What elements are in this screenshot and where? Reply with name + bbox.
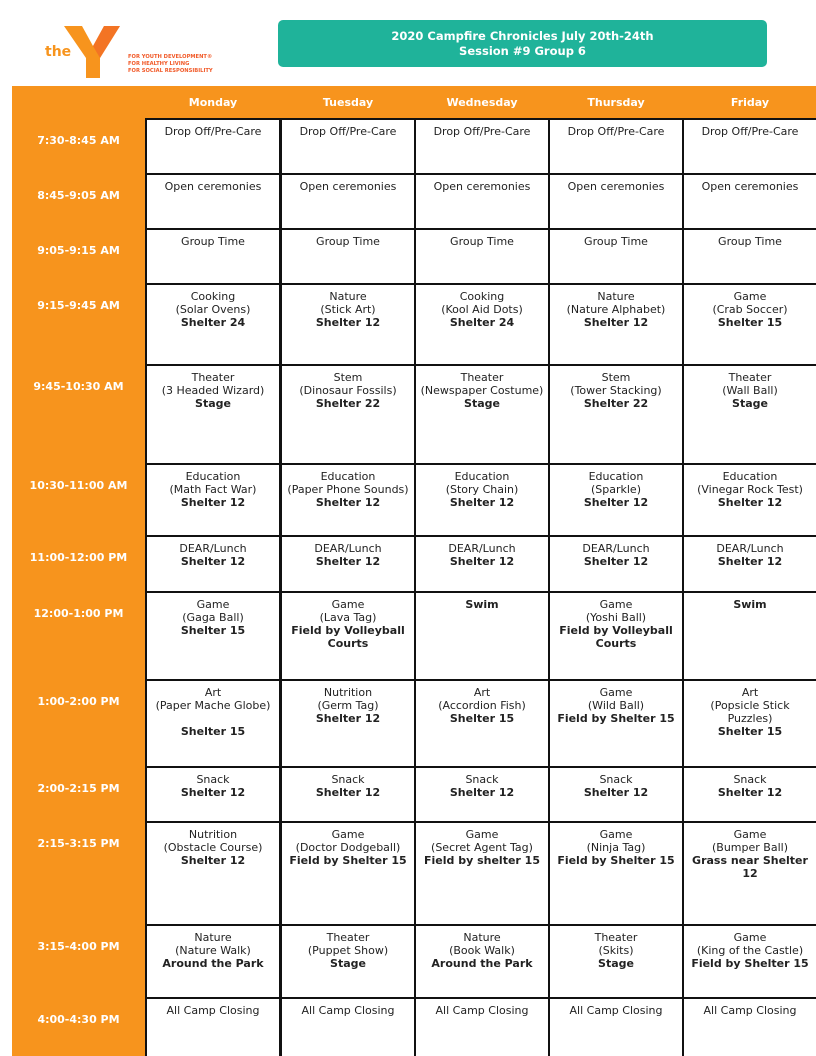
schedule-cell — [548, 535, 684, 593]
activity-detail: (Book Walk) — [449, 944, 515, 957]
activity-detail: (Vinegar Rock Test) — [697, 483, 803, 496]
schedule-cell — [145, 118, 281, 175]
activity-location: Field by Shelter 15 — [691, 957, 809, 970]
schedule-cell — [682, 463, 816, 537]
schedule-cell — [548, 118, 684, 175]
activity-detail: (Accordion Fish) — [438, 699, 526, 712]
activity-detail: (Skits) — [598, 944, 634, 957]
schedule-cell — [280, 463, 416, 537]
activity-location: Shelter 12 — [717, 555, 783, 568]
activity-detail: (Bumper Ball) — [712, 841, 788, 854]
activity-detail: (Gaga Ball) — [182, 611, 244, 624]
activity-location: Shelter 15 — [180, 725, 246, 738]
schedule-cell — [682, 924, 816, 999]
day-header-friday: Friday — [730, 95, 770, 109]
activity-detail: (Secret Agent Tag) — [431, 841, 533, 854]
activity-name: Open ceremonies — [701, 180, 799, 193]
activity-name: Open ceremonies — [299, 180, 397, 193]
schedule-cell — [682, 766, 816, 823]
time-slot-label: 9:05-9:15 AM — [37, 244, 120, 257]
activity-detail: (Newspaper Costume) — [420, 384, 544, 397]
schedule-cell — [682, 679, 816, 768]
activity-name: All Camp Closing — [166, 1004, 260, 1017]
activity-name: Theater — [594, 931, 638, 944]
activity-name: Game — [599, 686, 633, 699]
schedule-cell — [548, 997, 684, 1056]
activity-location: Shelter 12 — [583, 555, 649, 568]
schedule-cell — [145, 173, 281, 230]
activity-location: Shelter 12 — [583, 316, 649, 329]
schedule-cell — [548, 591, 684, 681]
time-slot-label: 2:15-3:15 PM — [37, 837, 120, 850]
activity-name: All Camp Closing — [435, 1004, 529, 1017]
schedule-cell — [145, 924, 281, 999]
activity-name: Stem — [601, 371, 631, 384]
schedule-cell — [682, 228, 816, 285]
schedule-cell — [145, 463, 281, 537]
activity-detail: (Yoshi Ball) — [585, 611, 647, 624]
activity-name: Nature — [463, 931, 501, 944]
schedule-cell — [280, 173, 416, 230]
time-slot-label: 12:00-1:00 PM — [33, 607, 124, 620]
activity-name: Education — [185, 470, 241, 483]
activity-name: Game — [599, 828, 633, 841]
logo-tagline-2: FOR HEALTHY LIVING — [128, 61, 190, 67]
activity-name: Game — [465, 828, 499, 841]
activity-detail: (Math Fact War) — [169, 483, 257, 496]
activity-name: Game — [733, 290, 767, 303]
activity-name: Snack — [599, 773, 633, 786]
schedule-cell — [145, 591, 281, 681]
activity-name: Game — [196, 598, 230, 611]
activity-name: Drop Off/Pre-Care — [299, 125, 397, 138]
activity-detail: (Paper Mache Globe) — [155, 699, 271, 712]
activity-detail: Puzzles) — [727, 712, 773, 725]
activity-location: Stage — [464, 397, 500, 410]
activity-location: Shelter 12 — [583, 786, 649, 799]
activity-name: Education — [454, 470, 510, 483]
activity-location: Shelter 12 — [449, 555, 515, 568]
activity-location: Grass near Shelter 12 — [692, 854, 808, 880]
activity-detail: (Solar Ovens) — [175, 303, 251, 316]
schedule-cell — [414, 535, 550, 593]
activity-location: Swim — [465, 598, 499, 611]
schedule-cell — [548, 228, 684, 285]
schedule-cell — [145, 821, 281, 926]
activity-name: Cooking — [190, 290, 236, 303]
activity-detail: (Nature Walk) — [175, 944, 251, 957]
activity-name: Stem — [333, 371, 363, 384]
schedule-cell — [145, 766, 281, 823]
activity-location: Field by Shelter 15 — [557, 712, 675, 725]
activity-name: Nature — [194, 931, 232, 944]
schedule-table — [12, 86, 816, 1056]
schedule-cell — [414, 463, 550, 537]
activity-name: Cooking — [459, 290, 505, 303]
activity-location: Shelter 12 — [180, 854, 246, 867]
activity-name: Drop Off/Pre-Care — [164, 125, 262, 138]
schedule-cell — [548, 283, 684, 366]
activity-detail: (Paper Phone Sounds) — [287, 483, 409, 496]
activity-location: Shelter 12 — [180, 786, 246, 799]
time-slot-label: 4:00-4:30 PM — [37, 1013, 120, 1026]
activity-location: Shelter 24 — [180, 316, 246, 329]
activity-location: Shelter 22 — [315, 397, 381, 410]
activity-location: Stage — [598, 957, 634, 970]
schedule-cell — [280, 283, 416, 366]
activity-name: Game — [331, 598, 365, 611]
schedule-cell — [145, 228, 281, 285]
time-slot-label: 1:00-2:00 PM — [37, 695, 120, 708]
schedule-cell — [414, 118, 550, 175]
title-banner — [278, 20, 767, 67]
activity-detail: (Puppet Show) — [307, 944, 389, 957]
activity-detail: (Stick Art) — [320, 303, 376, 316]
y-logo-icon — [62, 20, 124, 80]
schedule-cell — [280, 535, 416, 593]
activity-location: Shelter 12 — [449, 496, 515, 509]
activity-location: Field by shelter 15 — [424, 854, 540, 867]
activity-detail: (Lava Tag) — [319, 611, 377, 624]
activity-location: Stage — [195, 397, 231, 410]
activity-name: DEAR/Lunch — [448, 542, 516, 555]
schedule-cell — [548, 821, 684, 926]
schedule-cell — [682, 591, 816, 681]
activity-detail: (Kool Aid Dots) — [441, 303, 523, 316]
time-slot-label: 9:45-10:30 AM — [33, 380, 124, 393]
activity-name: Group Time — [181, 235, 245, 248]
activity-name: Nature — [597, 290, 635, 303]
day-header-thursday: Thursday — [587, 95, 645, 109]
logo-tagline-3: FOR SOCIAL RESPONSIBILITY — [128, 68, 213, 74]
activity-name: Drop Off/Pre-Care — [701, 125, 799, 138]
time-slot-label: 2:00-2:15 PM — [37, 782, 120, 795]
schedule-cell — [414, 173, 550, 230]
day-header-tuesday: Tuesday — [322, 95, 374, 109]
schedule-cell — [280, 997, 416, 1056]
time-slot-label: 3:15-4:00 PM — [37, 940, 120, 953]
schedule-cell — [414, 766, 550, 823]
activity-detail: (Popsicle Stick — [710, 699, 790, 712]
activity-detail: (Dinosaur Fossils) — [299, 384, 397, 397]
activity-location: Field by Shelter 15 — [289, 854, 407, 867]
schedule-cell — [414, 228, 550, 285]
schedule-cell — [414, 591, 550, 681]
activity-location: Shelter 12 — [315, 712, 381, 725]
schedule-cell — [280, 766, 416, 823]
title-line-1: 2020 Campfire Chronicles July 20th-24th — [391, 28, 654, 43]
activity-name: Nutrition — [323, 686, 373, 699]
activity-location: Shelter 12 — [717, 496, 783, 509]
activity-location: Shelter 12 — [717, 786, 783, 799]
schedule-cell — [414, 364, 550, 465]
activity-detail: (Tower Stacking) — [570, 384, 662, 397]
schedule-cell — [414, 924, 550, 999]
schedule-cell — [548, 364, 684, 465]
activity-location: Shelter 15 — [180, 624, 246, 637]
schedule-cell — [682, 283, 816, 366]
activity-name: Group Time — [584, 235, 648, 248]
schedule-cell — [145, 283, 281, 366]
activity-location: Shelter 12 — [180, 555, 246, 568]
activity-name: Theater — [191, 371, 235, 384]
schedule-cell — [414, 821, 550, 926]
activity-name: Nutrition — [188, 828, 238, 841]
activity-location: Field by Volleyball Courts — [559, 624, 673, 650]
activity-name: Open ceremonies — [433, 180, 531, 193]
activity-name: DEAR/Lunch — [314, 542, 382, 555]
activity-name: All Camp Closing — [301, 1004, 395, 1017]
activity-name: Theater — [326, 931, 370, 944]
schedule-cell — [682, 997, 816, 1056]
activity-detail: (Doctor Dodgeball) — [295, 841, 401, 854]
schedule-cell — [548, 679, 684, 768]
activity-name: Theater — [728, 371, 772, 384]
activity-detail: (Wall Ball) — [722, 384, 778, 397]
activity-detail: (Wild Ball) — [587, 699, 645, 712]
activity-location: Shelter 12 — [315, 496, 381, 509]
schedule-cell — [414, 679, 550, 768]
activity-name: All Camp Closing — [703, 1004, 797, 1017]
schedule-cell — [280, 118, 416, 175]
activity-location: Field by Volleyball Courts — [291, 624, 405, 650]
activity-name: Snack — [733, 773, 767, 786]
activity-name: All Camp Closing — [569, 1004, 663, 1017]
activity-name: DEAR/Lunch — [582, 542, 650, 555]
activity-name: Group Time — [450, 235, 514, 248]
activity-location: Swim — [733, 598, 767, 611]
time-slot-label: 7:30-8:45 AM — [37, 134, 120, 147]
schedule-cell — [280, 821, 416, 926]
activity-location: Shelter 15 — [449, 712, 515, 725]
activity-location: Shelter 15 — [717, 725, 783, 738]
cell-spacer — [147, 712, 279, 725]
activity-detail: (Obstacle Course) — [163, 841, 263, 854]
schedule-cell — [414, 997, 550, 1056]
activity-name: Drop Off/Pre-Care — [433, 125, 531, 138]
activity-name: Game — [733, 931, 767, 944]
activity-name: Group Time — [316, 235, 380, 248]
schedule-cell — [145, 679, 281, 768]
activity-name: Education — [722, 470, 778, 483]
activity-name: DEAR/Lunch — [716, 542, 784, 555]
schedule-cell — [548, 766, 684, 823]
activity-name: Education — [320, 470, 376, 483]
activity-name: Snack — [465, 773, 499, 786]
activity-name: Theater — [460, 371, 504, 384]
activity-detail: (Germ Tag) — [317, 699, 379, 712]
schedule-cell — [280, 679, 416, 768]
activity-detail: (Sparkle) — [590, 483, 641, 496]
time-slot-label: 11:00-12:00 PM — [29, 551, 128, 564]
day-header-wednesday: Wednesday — [446, 95, 518, 109]
schedule-cell — [414, 283, 550, 366]
activity-name: Group Time — [718, 235, 782, 248]
activity-name: Snack — [331, 773, 365, 786]
activity-name: Open ceremonies — [567, 180, 665, 193]
activity-name: Education — [588, 470, 644, 483]
activity-location: Shelter 24 — [449, 316, 515, 329]
schedule-cell — [145, 364, 281, 465]
schedule-cell — [682, 118, 816, 175]
activity-detail: (Ninja Tag) — [586, 841, 646, 854]
schedule-cell — [280, 364, 416, 465]
activity-name: Open ceremonies — [164, 180, 262, 193]
activity-name: Game — [331, 828, 365, 841]
schedule-cell — [682, 364, 816, 465]
time-slot-label: 10:30-11:00 AM — [29, 479, 128, 492]
schedule-cell — [682, 821, 816, 926]
activity-location: Shelter 12 — [180, 496, 246, 509]
logo-the-text: the — [45, 44, 72, 60]
activity-name: Drop Off/Pre-Care — [567, 125, 665, 138]
activity-detail: (Story Chain) — [445, 483, 519, 496]
logo-tagline-1: FOR YOUTH DEVELOPMENT® — [128, 54, 213, 60]
schedule-cell — [682, 535, 816, 593]
activity-name: Game — [733, 828, 767, 841]
activity-name: Art — [741, 686, 759, 699]
schedule-cell — [548, 173, 684, 230]
activity-name: Art — [473, 686, 491, 699]
title-line-2: Session #9 Group 6 — [459, 43, 586, 58]
activity-location: Shelter 15 — [717, 316, 783, 329]
activity-location: Stage — [732, 397, 768, 410]
activity-location: Shelter 22 — [583, 397, 649, 410]
activity-location: Shelter 12 — [315, 555, 381, 568]
schedule-cell — [280, 924, 416, 999]
activity-detail: (3 Headed Wizard) — [161, 384, 265, 397]
activity-name: Snack — [196, 773, 230, 786]
day-header-monday: Monday — [188, 95, 238, 109]
schedule-cell — [145, 997, 281, 1056]
schedule-cell — [548, 463, 684, 537]
schedule-cell — [280, 591, 416, 681]
time-slot-label: 8:45-9:05 AM — [37, 189, 120, 202]
schedule-cell — [145, 535, 281, 593]
activity-name: DEAR/Lunch — [179, 542, 247, 555]
activity-location: Stage — [330, 957, 366, 970]
activity-detail: (Crab Soccer) — [712, 303, 788, 316]
schedule-cell — [548, 924, 684, 999]
activity-location: Around the Park — [162, 957, 264, 970]
logo-tagline — [128, 54, 213, 75]
activity-name: Art — [204, 686, 222, 699]
activity-name: Nature — [329, 290, 367, 303]
activity-location: Shelter 12 — [315, 786, 381, 799]
time-slot-label: 9:15-9:45 AM — [37, 299, 120, 312]
activity-location: Shelter 12 — [315, 316, 381, 329]
schedule-cell — [682, 173, 816, 230]
activity-location: Around the Park — [431, 957, 533, 970]
activity-location: Shelter 12 — [449, 786, 515, 799]
activity-location: Field by Shelter 15 — [557, 854, 675, 867]
activity-detail: (Nature Alphabet) — [566, 303, 666, 316]
schedule-cell — [280, 228, 416, 285]
activity-detail: (King of the Castle) — [696, 944, 804, 957]
activity-location: Shelter 12 — [583, 496, 649, 509]
ymca-logo — [40, 18, 230, 82]
activity-name: Game — [599, 598, 633, 611]
